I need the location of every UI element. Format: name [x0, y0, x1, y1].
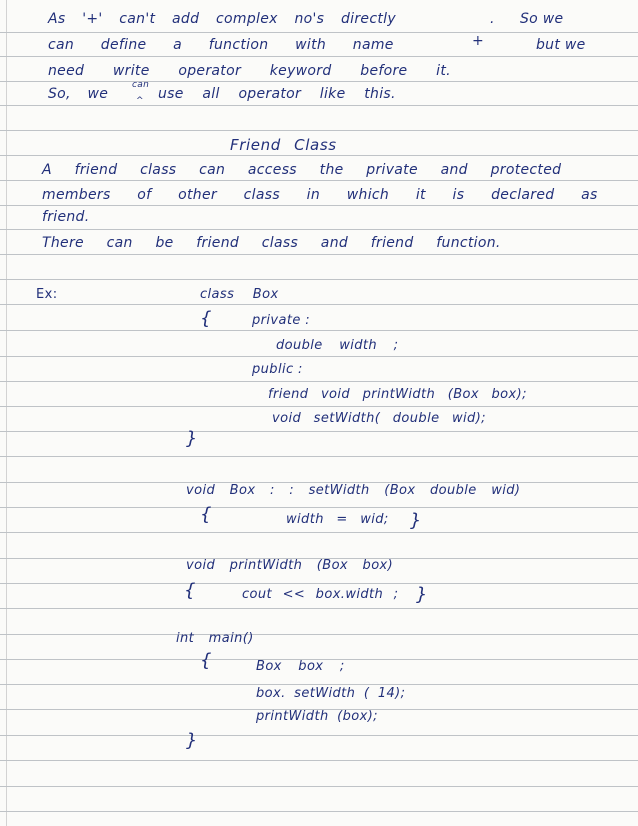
intro-line-4-end: use all operator like this.	[158, 86, 396, 102]
ruled-line	[0, 304, 638, 305]
ruled-line	[0, 130, 638, 131]
caret-insertion: can	[132, 80, 150, 90]
intro-line-1: As '+' can't add complex no's directly	[48, 11, 396, 27]
ruled-line	[0, 684, 638, 685]
friend-line-3: friend.	[42, 209, 90, 225]
intro-line-4-start: So, we	[48, 86, 109, 102]
code-cout-stmt: cout << box.width ;	[242, 587, 399, 602]
intro-line-2-end: but we	[536, 37, 586, 53]
friend-line-4: There can be friend class and friend function.	[42, 235, 501, 251]
code-open-brace: {	[184, 580, 196, 601]
code-class-decl: class Box	[200, 287, 279, 302]
code-main-decl: int main()	[176, 631, 254, 646]
ruled-line	[0, 811, 638, 812]
ruled-line	[0, 406, 638, 407]
ruled-line	[0, 532, 638, 533]
ruled-line	[0, 608, 638, 609]
ruled-line	[0, 254, 638, 255]
ruled-line	[0, 431, 638, 432]
code-open-brace: {	[200, 504, 212, 525]
friend-line-2: members of other class in which it is declared as	[42, 187, 598, 203]
code-width-assign: width = wid;	[286, 512, 389, 527]
code-box-decl: Box box ;	[256, 659, 345, 674]
code-public: public :	[252, 362, 303, 377]
intro-line-1-period: .	[490, 11, 495, 27]
code-box-setwidth: box. setWidth ( 14);	[256, 686, 406, 701]
code-friend-decl: friend void printWidth (Box box);	[268, 387, 527, 402]
ruled-line	[0, 81, 638, 82]
code-close-brace: }	[186, 730, 198, 751]
ruled-line	[0, 356, 638, 357]
ruled-line	[0, 56, 638, 57]
code-private: private :	[252, 313, 311, 328]
code-open-brace: {	[200, 650, 212, 671]
ruled-line	[0, 456, 638, 457]
caret-mark: ^	[136, 96, 144, 106]
code-printwidth-call: printWidth (box);	[256, 709, 378, 724]
ruled-line	[0, 155, 638, 156]
intro-line-1-end: So we	[520, 11, 564, 27]
code-double-width: double width ;	[276, 338, 399, 353]
code-close-brace: }	[416, 584, 428, 605]
code-setwidth-decl: void setWidth( double wid);	[272, 411, 486, 426]
ruled-line	[0, 229, 638, 230]
ruled-line	[0, 105, 638, 106]
ruled-line	[0, 381, 638, 382]
intro-line-2-plus: +	[472, 33, 485, 49]
ruled-line	[0, 330, 638, 331]
ruled-line	[0, 583, 638, 584]
code-close-brace: }	[186, 428, 198, 449]
section-heading: Friend Class	[230, 136, 337, 154]
intro-line-3: need write operator keyword before it.	[48, 63, 451, 79]
ruled-line	[0, 205, 638, 206]
code-close-brace: }	[410, 510, 422, 531]
code-setwidth-def: void Box : : setWidth (Box double wid)	[186, 483, 521, 498]
margin-line	[6, 0, 7, 826]
intro-line-2: can define a function with name	[48, 37, 394, 53]
example-label: Ex:	[36, 287, 58, 302]
ruled-line	[0, 32, 638, 33]
code-printwidth-def: void printWidth (Box box)	[186, 558, 394, 573]
ruled-line	[0, 735, 638, 736]
ruled-line	[0, 786, 638, 787]
ruled-line	[0, 760, 638, 761]
ruled-line	[0, 180, 638, 181]
code-open-brace: {	[200, 308, 212, 329]
ruled-line	[0, 507, 638, 508]
ruled-line	[0, 634, 638, 635]
friend-line-1: A friend class can access the private and protected	[42, 162, 562, 178]
ruled-line	[0, 279, 638, 280]
